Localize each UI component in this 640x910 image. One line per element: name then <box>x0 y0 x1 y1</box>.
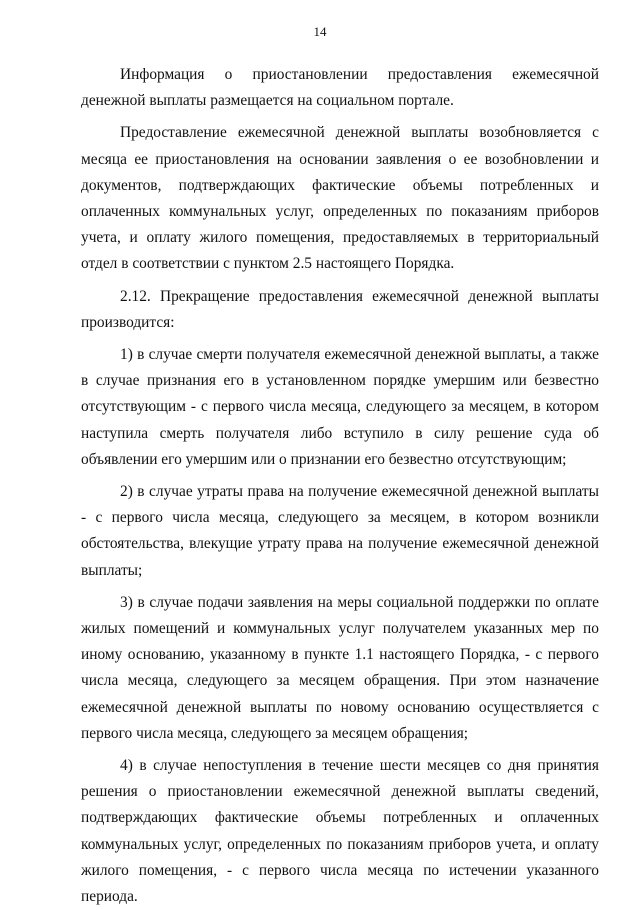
page-number: 14 <box>313 24 327 39</box>
paragraph-info-portal: Информация о приостановлении предоставления ежемесячной денежной выплаты размещается на социальном портале. <box>81 66 599 110</box>
list-item-3: 3) в случае подачи заявления на меры социальной поддержки по оплате жилых помещений и коммунальных услуг получателем указанных мер по иному основанию, указанному в пункте 1.1 настоящего Порядка, - с первого числа месяца, следующего за месяцем обращения. При этом назначение ежемесячной денежной выплаты по новому основанию осуществляется с первого числа месяца, следующего за месяцем обращения; <box>81 593 599 742</box>
document-body <box>81 62 599 910</box>
paragraph-section-2-12: 2.12. Прекращение предоставления ежемесячной денежной выплаты производится: <box>81 287 599 331</box>
paragraph-resumption: Предоставление ежемесячной денежной выплаты возобновляется с месяца ее приостановления на основании заявления о ее возобновлении и документов, подтверждающих фактические объемы потребленных и оплаченных коммунальных услуг, определенных по показаниям приборов учета, и оплату жилого помещения, предоставляемых в территориальный отдел в соответствии с пунктом 2.5 настоящего Порядка. <box>81 124 599 273</box>
list-item-1: 1) в случае смерти получателя ежемесячной денежной выплаты, а также в случае признания его в установленном порядке умершим или безвестно отсутствующим - с первого числа месяца, следующего за месяцем, в котором наступила смерть получателя либо вступило в силу решение суда об объявлении его умершим или о признании его безвестно отсутствующим; <box>81 346 599 468</box>
list-item-2: 2) в случае утраты права на получение ежемесячной денежной выплаты - с первого числа месяца, следующего за месяцем, в котором возникли обстоятельства, влекущие утрату права на получение ежемесячной денежной выплаты; <box>81 483 599 579</box>
list-item-4: 4) в случае непоступления в течение шести месяцев со дня принятия решения о приостановлении ежемесячной денежной выплаты сведений, подтверждающих фактические объемы потребленных и оплаченных коммунальных услуг, определенных по показаниям приборов учета, и оплату жилого помещения, - с первого числа месяца по истечении указанного периода. <box>81 757 599 906</box>
